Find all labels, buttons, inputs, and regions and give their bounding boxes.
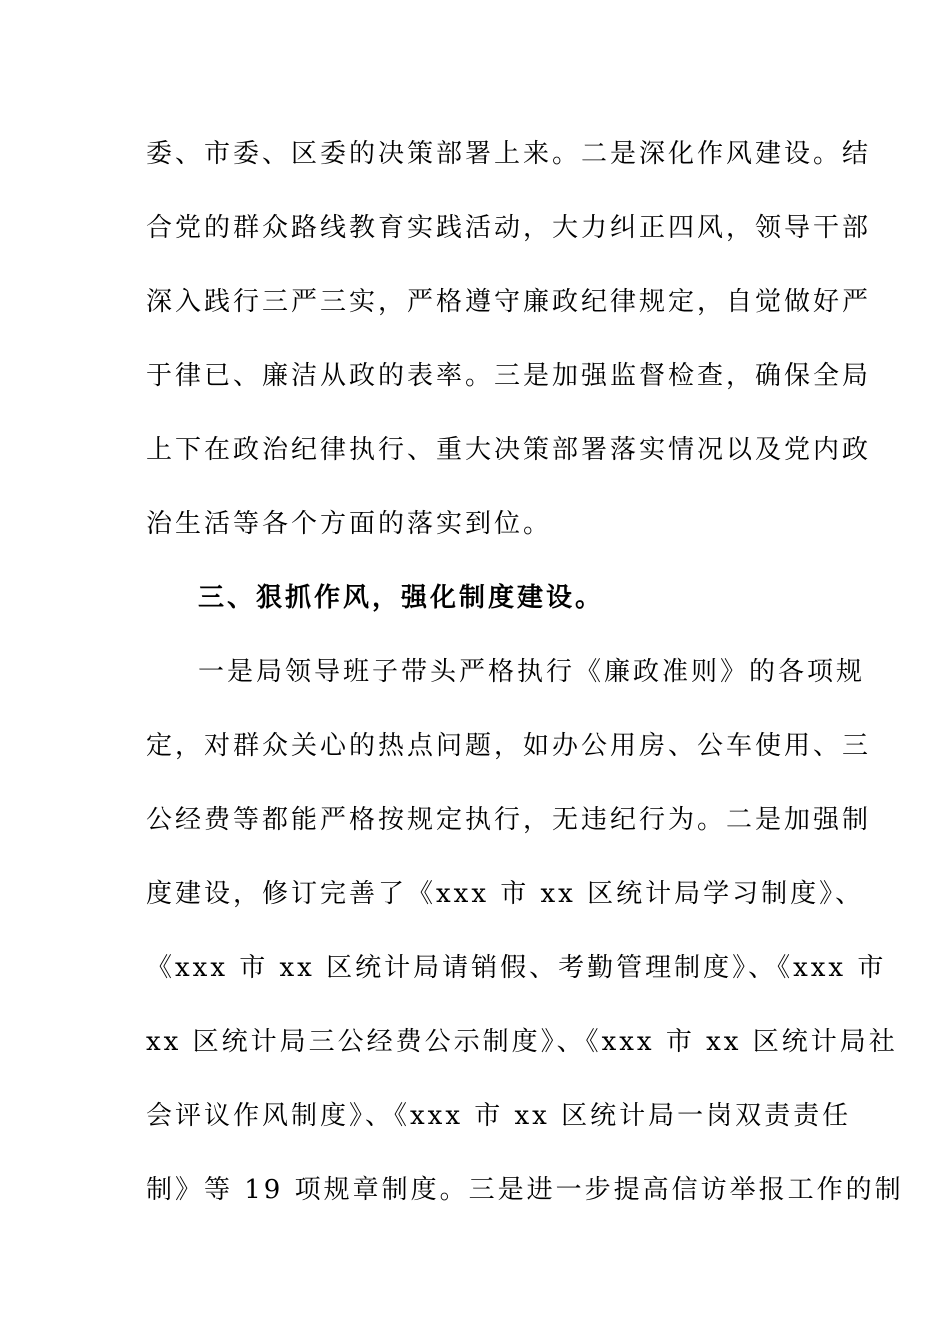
paragraph-line: xx 区统计局三公经费公示制度》、《xxx 市 xx 区统计局社 — [146, 1027, 898, 1057]
paragraph-line: 治生活等各个方面的落实到位。 — [146, 509, 553, 539]
paragraph-line: 公经费等都能严格按规定执行，无违纪行为。二是加强制 — [146, 805, 872, 835]
paragraph-line: 制》等 19 项规章制度。三是进一步提高信访举报工作的制 — [146, 1175, 904, 1205]
document-body — [146, 136, 904, 1246]
paragraph-line: 上下在政治纪律执行、重大决策部署落实情况以及党内政 — [146, 435, 872, 465]
paragraph-line: 深入践行三严三实，严格遵守廉政纪律规定，自觉做好严 — [146, 287, 872, 317]
paragraph-line: 合党的群众路线教育实践活动，大力纠正四风，领导干部 — [146, 213, 872, 243]
paragraph-line: 《xxx 市 xx 区统计局请销假、考勤管理制度》、《xxx 市 — [146, 953, 887, 983]
paragraph-line: 会评议作风制度》、《xxx 市 xx 区统计局一岗双责责任 — [146, 1101, 852, 1131]
section-heading: 三、狠抓作风，强化制度建设。 — [198, 583, 605, 613]
paragraph-line: 度建设，修订完善了《xxx 市 xx 区统计局学习制度》、 — [146, 879, 865, 909]
paragraph-line: 一是局领导班子带头严格执行《廉政准则》的各项规 — [198, 657, 866, 687]
paragraph-line: 于律已、廉洁从政的表率。三是加强监督检查，确保全局 — [146, 361, 872, 391]
paragraph-line: 定，对群众关心的热点问题，如办公用房、公车使用、三 — [146, 731, 872, 761]
paragraph-line: 委、市委、区委的决策部署上来。二是深化作风建设。结 — [146, 139, 872, 169]
